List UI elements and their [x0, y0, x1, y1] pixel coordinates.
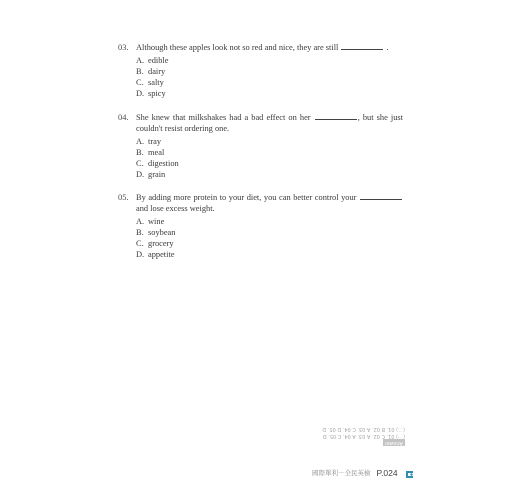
page-number: P.024: [376, 467, 398, 478]
question-number: 03.: [118, 43, 129, 52]
question-05: [118, 192, 403, 260]
question-text: Although these apples look not so red and nice, they are still .: [136, 43, 389, 52]
book-title: 國際單利－全民英檢: [312, 470, 371, 477]
option-b: B. soybean: [136, 228, 176, 237]
options-list: [118, 216, 403, 260]
answer-blank: [315, 112, 357, 120]
answer-key-label: Answer: [384, 440, 403, 446]
question-text: By adding more protein to your diet, you can better control your and lose excess weight.: [136, 192, 403, 214]
question-text: She knew that milkshakes had a bad effect on her , but she just couldn't resist ordering one.: [136, 113, 404, 133]
answer-row-2: (二) 01. B 02. A 03. C 04. D 05. D: [322, 426, 405, 432]
question-04: [118, 112, 403, 180]
option-c: C. grocery: [136, 239, 174, 248]
option-a: A. tray: [136, 137, 162, 146]
option-d: D. grain: [136, 170, 166, 179]
answer-blank: [341, 42, 383, 50]
option-a: A. edible: [136, 56, 169, 65]
option-d: D. spicy: [136, 89, 166, 98]
answer-row-1: (一) 01. C 02. A 03. A 04. C 05. D: [322, 433, 405, 439]
options-list: [118, 55, 403, 99]
question-number: 04.: [118, 113, 129, 122]
option-a: A. wine: [136, 217, 165, 226]
publisher-logo-icon: [404, 467, 415, 478]
option-b: B. dairy: [136, 67, 166, 76]
option-d: D. appetite: [136, 250, 175, 259]
page-footer: [312, 467, 415, 478]
mirrored-answer-section: [217, 386, 405, 446]
answer-blank: [360, 192, 402, 200]
option-b: B. meal: [136, 148, 165, 157]
option-c: C. digestion: [136, 159, 179, 168]
question-03: [118, 42, 403, 99]
options-list: [118, 136, 403, 180]
option-c: C. salty: [136, 78, 164, 87]
question-number: 05.: [118, 193, 129, 202]
